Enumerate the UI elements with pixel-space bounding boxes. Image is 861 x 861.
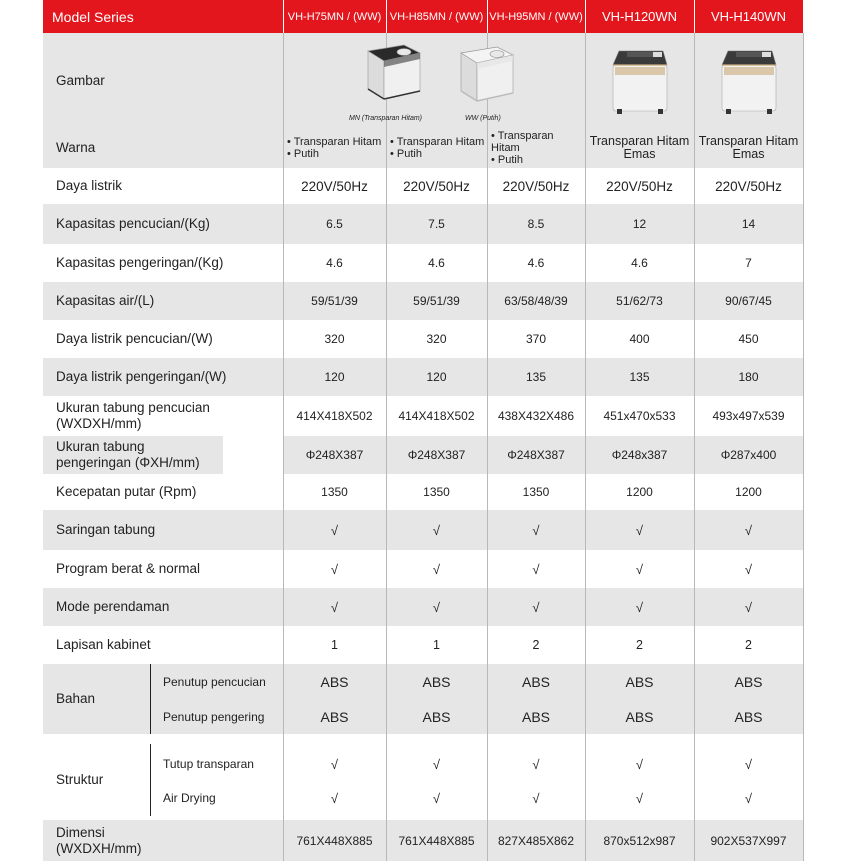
row-label: Kecepatan putar (Rpm) (56, 484, 197, 499)
spec-value: 1 (433, 638, 440, 652)
spec-value: √ (432, 790, 441, 806)
column-divider (283, 0, 284, 33)
spec-value: √ (744, 561, 753, 577)
column-divider (150, 664, 151, 734)
header-model: VH-H120WN (585, 0, 694, 33)
row-label: Daya listrik pengeringan/(W) (43, 358, 283, 396)
row-label: Gambar (43, 33, 283, 128)
spec-value: ABS (487, 699, 585, 734)
spec-value: √ (585, 510, 694, 550)
spec-value: 63/58/48/39 (487, 282, 585, 320)
spec-value: 902X537X997 (694, 820, 803, 861)
header-model: VH-H85MN / (WW) (386, 0, 487, 33)
group-label-struktur: Struktur (56, 772, 104, 787)
color-option: • Putih (390, 148, 422, 160)
column-divider (487, 33, 488, 861)
spec-value: 1200 (626, 485, 653, 499)
spec-value: 2 (636, 638, 643, 652)
spec-value: 1350 (423, 485, 450, 499)
spec-value: 414X418X502 (296, 409, 373, 423)
column-divider (386, 0, 387, 33)
spec-value: 761X448X885 (283, 820, 386, 861)
spec-value: Φ248X387 (283, 436, 386, 474)
spec-value: 180 (694, 358, 803, 396)
spec-value: 220V/50Hz (403, 178, 470, 194)
caption-mn: MN (Transparan Hitam) (349, 115, 422, 122)
spec-value: 220V/50Hz (606, 178, 673, 194)
spec-value: √ (532, 561, 540, 577)
row-label: Ukuran tabung pencucian (WXDXH/mm) (56, 400, 210, 431)
spec-value: √ (330, 756, 339, 772)
spec-value: 1350 (321, 485, 348, 499)
spec-value: √ (744, 790, 753, 806)
spec-value: 8.5 (487, 204, 585, 244)
spec-value: 320 (426, 332, 447, 346)
spec-value: 12 (585, 204, 694, 244)
color-values (585, 128, 694, 168)
column-divider (803, 0, 804, 33)
spec-value: 51/62/73 (585, 282, 694, 320)
spec-value: 451x470x533 (603, 409, 676, 423)
spec-value: √ (694, 588, 803, 626)
header-title: Model Series (43, 0, 283, 33)
spec-value: ABS (283, 664, 386, 699)
twin-tub-image-group (283, 33, 585, 128)
spec-value: ABS (386, 664, 487, 699)
spec-value: 493x497x539 (712, 409, 785, 423)
spec-value: 4.6 (631, 256, 648, 270)
header-model: VH-H75MN / (WW) (283, 0, 386, 33)
spec-value: Φ248x387 (585, 436, 694, 474)
spec-value: √ (585, 588, 694, 626)
spec-value: √ (744, 756, 753, 772)
spec-value: ABS (694, 699, 803, 734)
spec-value: √ (532, 756, 540, 772)
color-option: • Transparan Hitam (491, 130, 554, 154)
color-option: Transparan Hitam (698, 134, 799, 148)
row-label: Lapisan kabinet (56, 637, 151, 652)
spec-value: √ (635, 561, 644, 577)
sub-row-label: Air Drying (163, 791, 216, 805)
color-option: Emas (623, 147, 656, 161)
spec-value: 14 (694, 204, 803, 244)
spec-value: 90/67/45 (694, 282, 803, 320)
color-values (487, 128, 585, 168)
spec-value: 135 (585, 358, 694, 396)
spec-value: 1 (331, 638, 338, 652)
spec-value: 135 (487, 358, 585, 396)
spec-value: 120 (283, 358, 386, 396)
column-divider (283, 33, 284, 861)
spec-value: √ (432, 561, 441, 577)
column-divider (585, 0, 586, 33)
spec-value: 320 (324, 332, 345, 346)
color-option: • Putih (491, 154, 523, 166)
spec-value: 1200 (735, 485, 762, 499)
color-option: • Transparan Hitam (287, 136, 382, 148)
spec-value: 7 (745, 256, 752, 270)
spec-value: ABS (585, 664, 694, 699)
spec-value: 414X418X502 (398, 409, 475, 423)
washing-machine-image (605, 43, 675, 118)
spec-value: 4.6 (428, 256, 445, 270)
spec-value: 870x512x987 (585, 820, 694, 861)
column-divider (585, 33, 586, 861)
header-model: VH-H140WN (694, 0, 803, 33)
twin-tub-black-image (358, 33, 428, 103)
column-divider (694, 0, 695, 33)
spec-value: 827X485X862 (487, 820, 585, 861)
spec-value: 59/51/39 (283, 282, 386, 320)
spec-value: 59/51/39 (386, 282, 487, 320)
sub-row-label: Penutup pencucian (150, 664, 283, 699)
spec-value: 6.5 (283, 204, 386, 244)
color-option: • Putih (287, 148, 319, 160)
spec-value: Φ248X387 (386, 436, 487, 474)
spec-value: √ (330, 561, 339, 577)
spec-value: 370 (525, 332, 547, 346)
color-values (283, 128, 386, 168)
spec-value: √ (635, 756, 644, 772)
spec-value: ABS (585, 699, 694, 734)
spec-value: √ (635, 790, 644, 806)
row-label: Dimensi (WXDXH/mm) (43, 820, 173, 861)
spec-value: √ (532, 790, 540, 806)
spec-value: 438X432X486 (497, 409, 575, 423)
row-label: Kapasitas pengeringan/(Kg) (56, 255, 224, 270)
spec-value: ABS (283, 699, 386, 734)
product-image-cell (585, 33, 694, 128)
spec-value: 220V/50Hz (301, 178, 368, 194)
spec-value: 7.5 (386, 204, 487, 244)
column-divider (803, 33, 804, 861)
row-label: Daya listrik pencucian/(W) (56, 331, 213, 346)
spec-value: 2 (745, 638, 752, 652)
caption-ww: WW (Putih) (465, 115, 501, 122)
spec-value: √ (330, 790, 339, 806)
row-label: Warna (43, 128, 283, 168)
spec-value: √ (694, 510, 803, 550)
washing-machine-image (714, 43, 784, 118)
spec-value: Φ287x400 (694, 436, 803, 474)
spec-value: 4.6 (527, 256, 545, 270)
spec-value: 450 (738, 332, 759, 346)
column-divider (487, 0, 488, 33)
spec-value: 400 (629, 332, 650, 346)
spec-value: √ (487, 510, 585, 550)
spec-value: √ (432, 756, 441, 772)
color-option: Transparan Hitam (589, 134, 690, 148)
spec-value: 2 (532, 638, 540, 652)
color-option: Emas (732, 147, 765, 161)
spec-value: ABS (487, 664, 585, 699)
column-divider (694, 33, 695, 861)
color-values (386, 128, 487, 168)
color-values (694, 128, 803, 168)
spec-value: ABS (694, 664, 803, 699)
column-divider (150, 744, 151, 816)
spec-value: 4.6 (326, 256, 343, 270)
row-label: Ukuran tabung pengeringan (ΦXH/mm) (43, 436, 223, 474)
spec-value: 761X448X885 (386, 820, 487, 861)
twin-tub-white-image (451, 35, 521, 105)
spec-value: √ (487, 588, 585, 626)
row-label: Program berat & normal (56, 561, 201, 576)
row-label: Kapasitas air/(L) (43, 282, 283, 320)
color-option: • Transparan Hitam (390, 136, 485, 148)
group-label-bahan: Bahan (43, 664, 150, 734)
spec-value: ABS (386, 699, 487, 734)
spec-value: 1350 (522, 485, 550, 499)
spec-value: √ (283, 588, 386, 626)
sub-row-label: Penutup pengering (150, 699, 283, 734)
row-label: Saringan tabung (43, 510, 283, 550)
spec-value: 220V/50Hz (502, 178, 570, 194)
row-label: Kapasitas pencucian/(Kg) (43, 204, 283, 244)
column-divider (386, 33, 387, 861)
spec-value: √ (283, 510, 386, 550)
spec-value: √ (386, 588, 487, 626)
spec-value: Φ248X387 (487, 436, 585, 474)
spec-value: 220V/50Hz (715, 178, 782, 194)
row-label: Mode perendaman (43, 588, 283, 626)
header-model: VH-H95MN / (WW) (487, 0, 585, 33)
sub-row-label: Tutup transparan (163, 757, 254, 771)
row-label-filler (173, 820, 283, 861)
spec-value: √ (386, 510, 487, 550)
spec-value: 120 (386, 358, 487, 396)
product-image-cell (694, 33, 803, 128)
row-label: Daya listrik (56, 178, 123, 193)
